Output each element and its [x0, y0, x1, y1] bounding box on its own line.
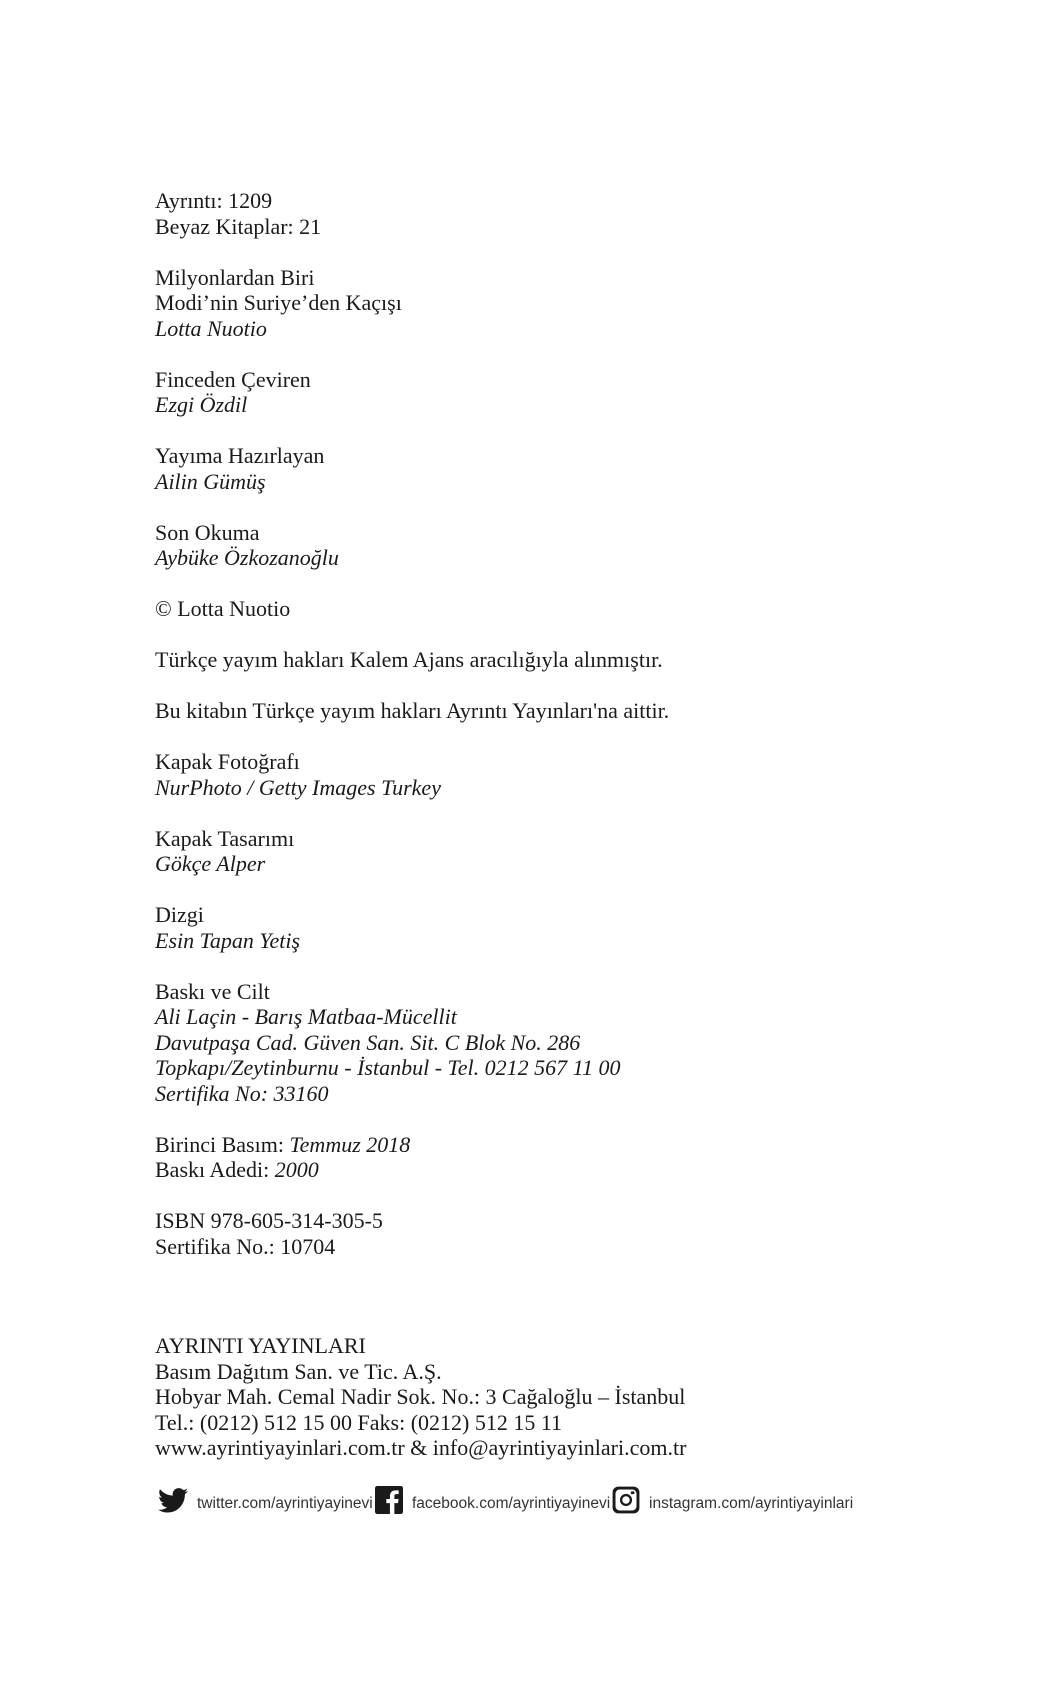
print-count-label: Baskı Adedi: — [155, 1157, 275, 1182]
printing-label: Baskı ve Cilt — [155, 978, 270, 1004]
typesetting-block — [155, 902, 975, 953]
typesetting-name: Esin Tapan Yetiş — [155, 927, 301, 953]
book-subtitle: Modi’nin Suriye’den Kaçışı — [155, 290, 402, 315]
cover-photo-label: Kapak Fotoğrafı — [155, 749, 300, 774]
isbn-block — [155, 1208, 975, 1259]
cover-design-block — [155, 826, 975, 877]
publisher-phone: Tel.: (0212) 512 15 00 Faks: (0212) 512 15 11 — [155, 1409, 563, 1435]
translator-name: Ezgi Özdil — [155, 392, 248, 417]
printing-line-1: Ali Laçin - Barış Matbaa-Mücellit — [155, 1004, 457, 1029]
print-count-value: 2000 — [274, 1157, 319, 1182]
rights-agency-block — [155, 647, 975, 673]
instagram-link[interactable] — [612, 1484, 853, 1516]
publisher-web: www.ayrintiyayinlari.com.tr & info@ayrintiyayinlari.com.tr — [155, 1435, 687, 1460]
series-block — [155, 188, 975, 239]
imprint-column — [155, 188, 975, 1285]
editor-name: Ailin Gümüş — [155, 468, 266, 494]
copyright-block — [155, 596, 975, 622]
book-author: Lotta Nuotio — [155, 315, 267, 341]
twitter-link[interactable] — [158, 1484, 373, 1516]
editor-block — [155, 443, 975, 494]
twitter-icon — [158, 1488, 188, 1513]
print-count — [155, 1157, 975, 1183]
first-edition — [155, 1132, 975, 1158]
instagram-icon — [612, 1486, 640, 1514]
facebook-icon — [375, 1486, 403, 1514]
publisher-address: Hobyar Mah. Cemal Nadir Sok. No.: 3 Cağaloğlu – İstanbul — [155, 1384, 686, 1409]
isbn: ISBN 978-605-314-305-5 — [155, 1208, 383, 1233]
publisher-name: AYRINTI YAYINLARI — [155, 1333, 366, 1358]
twitter-text: twitter.com/ayrintiyayinevi — [197, 1495, 373, 1512]
printing-line-3: Topkapı/Zeytinburnu - İstanbul - Tel. 0212 567 11 00 — [155, 1055, 621, 1080]
rights-agency: Türkçe yayım hakları Kalem Ajans aracılığıyla alınmıştır. — [155, 647, 663, 672]
instagram-text: instagram.com/ayrintiyayinlari — [649, 1495, 854, 1512]
facebook-link[interactable] — [375, 1484, 610, 1516]
first-edition-label: Birinci Basım: — [155, 1131, 290, 1157]
facebook-text: facebook.com/ayrintiyayinevi — [412, 1495, 611, 1512]
cover-design-label: Kapak Tasarımı — [155, 825, 295, 851]
copyright-notice: © Lotta Nuotio — [155, 596, 291, 621]
social-links — [158, 1484, 978, 1516]
book-title: Milyonlardan Biri — [155, 264, 315, 290]
series-number: Ayrıntı: 1209 — [155, 188, 273, 213]
edition-block — [155, 1132, 975, 1183]
printing-block — [155, 979, 975, 1107]
translator-label: Finceden Çeviren — [155, 366, 311, 392]
cover-photo-block — [155, 749, 975, 800]
proofreader-label: Son Okuma — [155, 519, 260, 545]
certificate-number: Sertifika No.: 10704 — [155, 1233, 336, 1259]
editor-label: Yayıma Hazırlayan — [155, 443, 325, 468]
rights-publisher-block — [155, 698, 975, 724]
translator-block — [155, 367, 975, 418]
book-block — [155, 265, 975, 342]
series-collection: Beyaz Kitaplar: 21 — [155, 213, 322, 239]
rights-publisher: Bu kitabın Türkçe yayım hakları Ayrıntı Yayınları'na aittir. — [155, 698, 670, 723]
proofreader-name: Aybüke Özkozanoğlu — [155, 545, 339, 570]
publisher-block — [155, 1333, 686, 1461]
first-edition-value: Temmuz 2018 — [289, 1131, 411, 1157]
cover-design-name: Gökçe Alper — [155, 851, 266, 876]
proofreader-block — [155, 520, 975, 571]
printing-line-4: Sertifika No: 33160 — [155, 1080, 329, 1106]
publisher-company: Basım Dağıtım San. ve Tic. A.Ş. — [155, 1358, 442, 1384]
printing-line-2: Davutpaşa Cad. Güven San. Sit. C Blok No. 286 — [155, 1029, 581, 1055]
typesetting-label: Dizgi — [155, 902, 204, 927]
cover-photo-name: NurPhoto / Getty Images Turkey — [155, 774, 441, 800]
